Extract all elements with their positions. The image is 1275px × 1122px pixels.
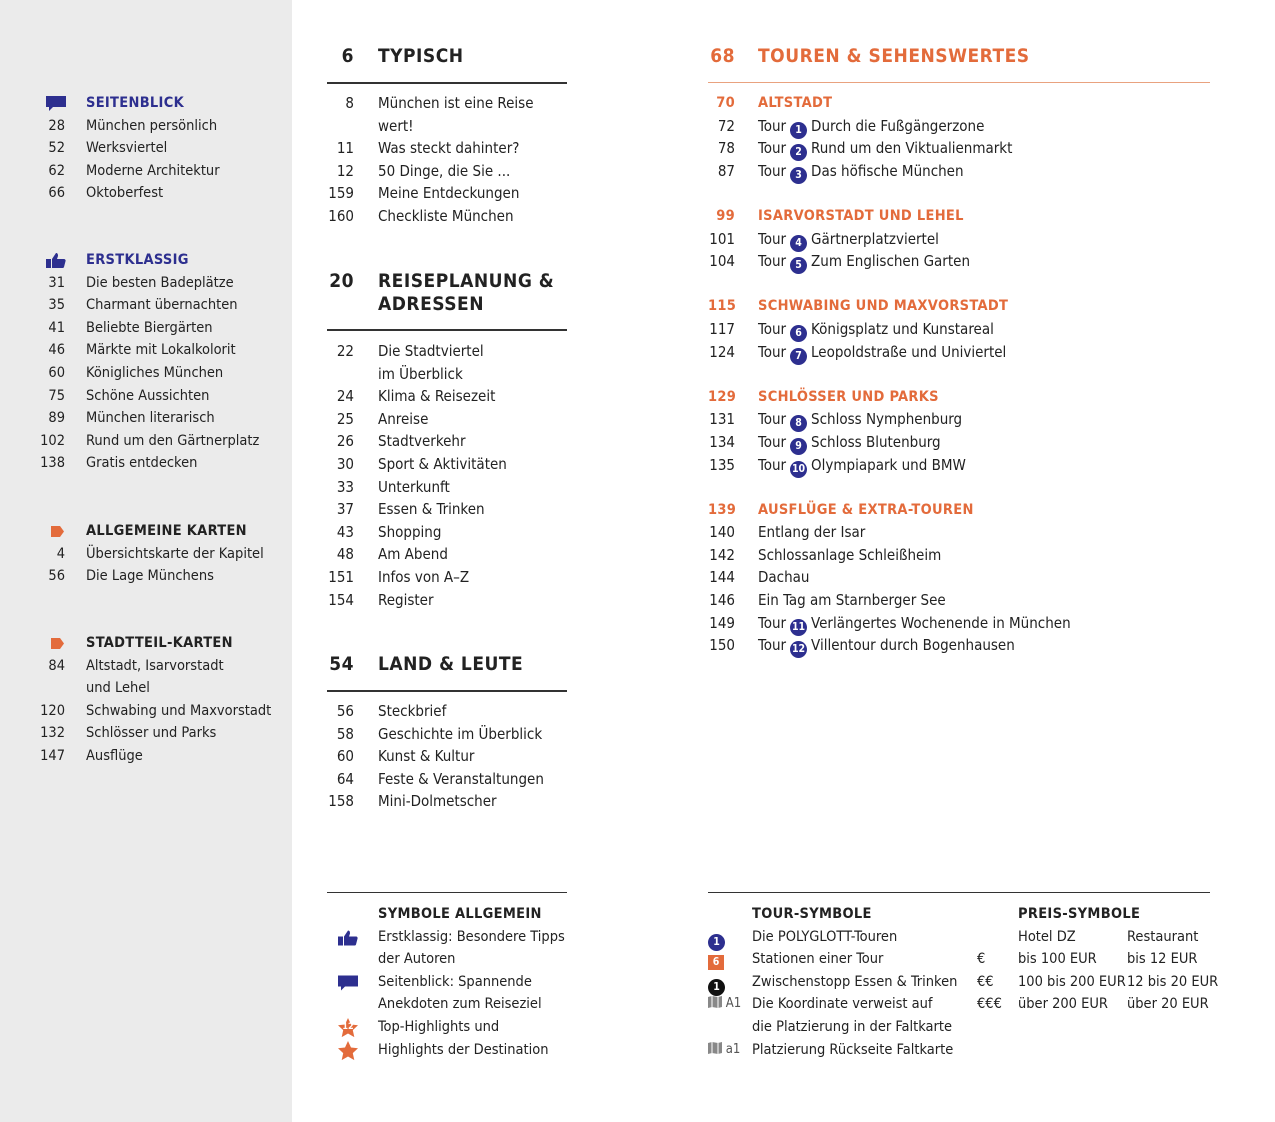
list-item[interactable]: 48 Am Abend bbox=[336, 545, 448, 564]
legend-general bbox=[327, 903, 567, 1061]
legend-item: 12 Top-Highlights und bbox=[327, 1016, 567, 1039]
food-stop-marker-icon: 1 bbox=[708, 979, 725, 996]
station-marker-icon: 6 bbox=[708, 955, 724, 970]
tour-number-badge: 8 bbox=[790, 415, 807, 432]
list-item[interactable]: 43 Shopping bbox=[336, 522, 442, 541]
tour-item[interactable]: 135 Tour 10 Olympiapark und BMW bbox=[708, 454, 1208, 477]
tour-item[interactable]: 117 Tour 6 Königsplatz und Kunstareal bbox=[708, 318, 1208, 341]
speech-bubble-icon bbox=[45, 95, 67, 112]
section-title-touren[interactable]: 68 TOUREN & SEHENSWERTES bbox=[710, 45, 1030, 67]
list-item[interactable]: 25 Anreise bbox=[336, 409, 429, 428]
list-item[interactable]: 138 Gratis entdecken bbox=[40, 455, 198, 472]
tour-number-badge: 11 bbox=[790, 619, 807, 636]
fold-map-back-icon bbox=[708, 1042, 722, 1054]
list-item[interactable]: 75 Schöne Aussichten bbox=[48, 387, 210, 404]
list-item[interactable]: 58 Geschichte im Überblick bbox=[336, 724, 543, 743]
touren-list bbox=[708, 92, 1208, 657]
section-title-reiseplanung[interactable]: 20 REISEPLANUNG & ADRESSEN bbox=[329, 270, 555, 315]
sidebar-section-seitenblick bbox=[0, 92, 290, 205]
legend-item: 1 Die POLYGLOTT-Touren Hotel DZ Restaurant bbox=[708, 926, 1210, 949]
legend-tour-price bbox=[708, 903, 1219, 1061]
list-item[interactable]: 159 Meine Entdeckungen bbox=[328, 184, 520, 203]
tour-number-badge: 7 bbox=[790, 348, 807, 365]
list-item[interactable]: 52 Werksviertel bbox=[48, 140, 168, 157]
list-item[interactable]: 151 Infos von A–Z bbox=[328, 567, 470, 586]
divider bbox=[327, 892, 567, 893]
list-item[interactable]: 56 Steckbrief bbox=[336, 702, 447, 720]
tour-number-badge: 5 bbox=[790, 257, 807, 274]
list-item[interactable]: 64 Feste & Veranstaltungen bbox=[336, 769, 544, 788]
tour-number-badge: 9 bbox=[790, 438, 807, 455]
section-heading[interactable]: ALLGEMEINE KARTEN bbox=[0, 520, 290, 543]
tour-item[interactable]: 149 Tour 11 Verlängertes Wochenende in München bbox=[708, 612, 1208, 635]
land-leute-list bbox=[328, 700, 568, 813]
list-item[interactable]: 33 Unterkunft bbox=[336, 477, 450, 496]
list-item[interactable]: 144 Dachau bbox=[709, 568, 810, 587]
list-item[interactable]: 41 Beliebte Biergärten bbox=[48, 319, 213, 336]
sidebar-section-allgemeine-karten bbox=[0, 520, 290, 588]
legend-title: SYMBOLE ALLGEMEIN bbox=[378, 906, 542, 922]
tour-item[interactable]: 78 Tour 2 Rund um den Viktualienmarkt bbox=[708, 137, 1208, 160]
section-heading[interactable]: ERSTKLASSIG bbox=[0, 249, 290, 272]
list-item[interactable]: 60 Königliches München bbox=[48, 364, 224, 381]
list-item[interactable]: 160 Checkliste München bbox=[328, 206, 514, 225]
list-item[interactable]: 120 Schwabing und Maxvorstadt bbox=[40, 702, 272, 719]
section-title-typisch[interactable]: 6 TYPISCH bbox=[341, 45, 464, 67]
divider bbox=[327, 82, 567, 84]
tour-number-badge: 4 bbox=[790, 235, 807, 252]
list-item[interactable]: 8 München ist eine Reise bbox=[345, 94, 534, 112]
list-item[interactable]: 66 Oktoberfest bbox=[48, 185, 164, 202]
list-item[interactable]: 30 Sport & Aktivitäten bbox=[336, 454, 507, 473]
list-item[interactable]: 89 München literarisch bbox=[48, 410, 215, 427]
map-tag-icon bbox=[45, 523, 67, 540]
tour-marker-icon: 1 bbox=[708, 934, 725, 951]
subsection-ausfluege[interactable]: 139 AUSFLÜGE & EXTRA-TOUREN bbox=[708, 501, 974, 518]
section-title-land-leute[interactable]: 54 LAND & LEUTE bbox=[329, 653, 524, 675]
legend-title: TOUR-SYMBOLE PREIS-SYMBOLE bbox=[752, 906, 1141, 922]
tour-number-badge: 10 bbox=[790, 461, 807, 478]
tour-item[interactable]: 131 Tour 8 Schloss Nymphenburg bbox=[708, 408, 1208, 431]
divider bbox=[327, 329, 567, 331]
list-item[interactable]: 12 50 Dinge, die Sie ... bbox=[336, 161, 511, 180]
list-item[interactable]: 140 Entlang der Isar bbox=[709, 523, 866, 542]
thumbs-up-icon bbox=[337, 928, 359, 948]
list-item[interactable]: 35 Charmant übernachten bbox=[48, 297, 238, 314]
divider bbox=[708, 82, 1210, 83]
legend-item: a1 Platzierung Rückseite Faltkarte bbox=[708, 1039, 1210, 1062]
legend-item: Seitenblick: Spannende bbox=[327, 971, 567, 994]
list-item[interactable]: 37 Essen & Trinken bbox=[336, 500, 485, 519]
list-item[interactable]: 154 Register bbox=[328, 590, 434, 609]
tour-number-badge: 2 bbox=[790, 144, 807, 161]
legend-item: Highlights der Destination bbox=[327, 1039, 567, 1062]
legend-item: Anekdoten zum Reiseziel bbox=[378, 996, 542, 1013]
subsection-schloesser[interactable]: 129 SCHLÖSSER UND PARKS bbox=[708, 388, 939, 405]
list-item[interactable]: 26 Stadtverkehr bbox=[336, 432, 466, 451]
list-item: wert! bbox=[378, 116, 414, 135]
list-item[interactable]: 102 Rund um den Gärtnerplatz bbox=[40, 432, 260, 449]
fold-map-icon bbox=[708, 996, 722, 1008]
tour-item[interactable]: 134 Tour 9 Schloss Blutenburg bbox=[708, 431, 1208, 454]
legend-item: der Autoren bbox=[378, 951, 456, 968]
tour-item[interactable]: 87 Tour 3 Das höfische München bbox=[708, 160, 1208, 183]
list-item[interactable]: 22 Die Stadtviertel bbox=[336, 342, 484, 360]
sidebar-section-erstklassig bbox=[0, 249, 290, 475]
list-item[interactable]: 31 Die besten Badeplätze bbox=[48, 274, 234, 291]
divider bbox=[708, 892, 1210, 893]
typisch-list bbox=[328, 92, 568, 228]
list-item[interactable]: 62 Moderne Architektur bbox=[48, 162, 220, 179]
legend-item: die Platzierung in der Faltkarte bbox=[752, 1018, 953, 1035]
list-item[interactable]: 56 Die Lage Münchens bbox=[48, 568, 214, 585]
legend-item: Erstklassig: Besondere Tipps bbox=[327, 926, 567, 949]
list-item[interactable]: 147 Ausflüge bbox=[40, 747, 143, 764]
thumbs-up-icon bbox=[45, 252, 67, 269]
tour-number-badge: 6 bbox=[790, 325, 807, 342]
subsection-altstadt[interactable]: 70 ALTSTADT bbox=[716, 95, 833, 111]
speech-bubble-icon bbox=[337, 973, 359, 993]
sidebar-section-stadtteil-karten bbox=[0, 632, 290, 768]
tour-item[interactable]: 150 Tour 12 Villentour durch Bogenhausen bbox=[708, 634, 1208, 657]
tour-number-badge: 3 bbox=[790, 167, 807, 184]
subsection-schwabing[interactable]: 115 SCHWABING UND MAXVORSTADT bbox=[708, 298, 1009, 315]
tour-number-badge: 12 bbox=[790, 641, 807, 658]
list-item[interactable]: 60 Kunst & Kultur bbox=[336, 747, 475, 766]
star-icon bbox=[337, 1041, 359, 1061]
list-item[interactable]: 24 Klima & Reisezeit bbox=[336, 387, 496, 406]
divider bbox=[327, 690, 567, 692]
section-heading[interactable]: SEITENBLICK bbox=[0, 92, 290, 115]
subsection-isarvorstadt[interactable]: 99 ISARVORSTADT UND LEHEL bbox=[716, 207, 964, 224]
tour-number-badge: 1 bbox=[790, 122, 807, 139]
list-item[interactable]: 46 Märkte mit Lokalkolorit bbox=[48, 342, 236, 359]
list-item[interactable]: 4 Übersichtskarte der Kapitel bbox=[56, 545, 264, 562]
list-item: im Überblick bbox=[378, 364, 463, 383]
list-item[interactable]: 142 Schlossanlage Schleißheim bbox=[709, 545, 942, 564]
tour-item[interactable]: 72 Tour 1 Durch die Fußgängerzone bbox=[708, 115, 1208, 138]
list-item[interactable]: 146 Ein Tag am Starnberger See bbox=[709, 591, 946, 610]
legend-item: A1 Die Koordinate verweist auf €€€ über 200 EUR über 20 EUR bbox=[708, 993, 1210, 1016]
list-item: und Lehel bbox=[86, 680, 150, 697]
list-item[interactable]: 84 Altstadt, Isarvorstadt bbox=[48, 657, 224, 674]
list-item[interactable]: 158 Mini-Dolmetscher bbox=[328, 792, 497, 811]
tour-item[interactable]: 104 Tour 5 Zum Englischen Garten bbox=[708, 250, 1208, 273]
map-tag-icon bbox=[45, 635, 67, 652]
tour-item[interactable]: 124 Tour 7 Leopoldstraße und Univiertel bbox=[708, 341, 1208, 364]
list-item[interactable]: 132 Schlösser und Parks bbox=[40, 725, 217, 742]
legend-item: 6 Stationen einer Tour € bis 100 EUR bis 12 EUR bbox=[708, 948, 1210, 971]
list-item[interactable]: 11 Was steckt dahinter? bbox=[336, 139, 520, 158]
section-heading[interactable]: STADTTEIL-KARTEN bbox=[0, 632, 290, 655]
list-item[interactable]: 28 München persönlich bbox=[48, 117, 218, 134]
reiseplanung-list bbox=[328, 340, 568, 611]
tour-item[interactable]: 101 Tour 4 Gärtnerplatzviertel bbox=[708, 228, 1208, 251]
legend-item: 1 Zwischenstopp Essen & Trinken €€ 100 bis 200 EUR 12 bis 20 EUR bbox=[708, 971, 1210, 994]
